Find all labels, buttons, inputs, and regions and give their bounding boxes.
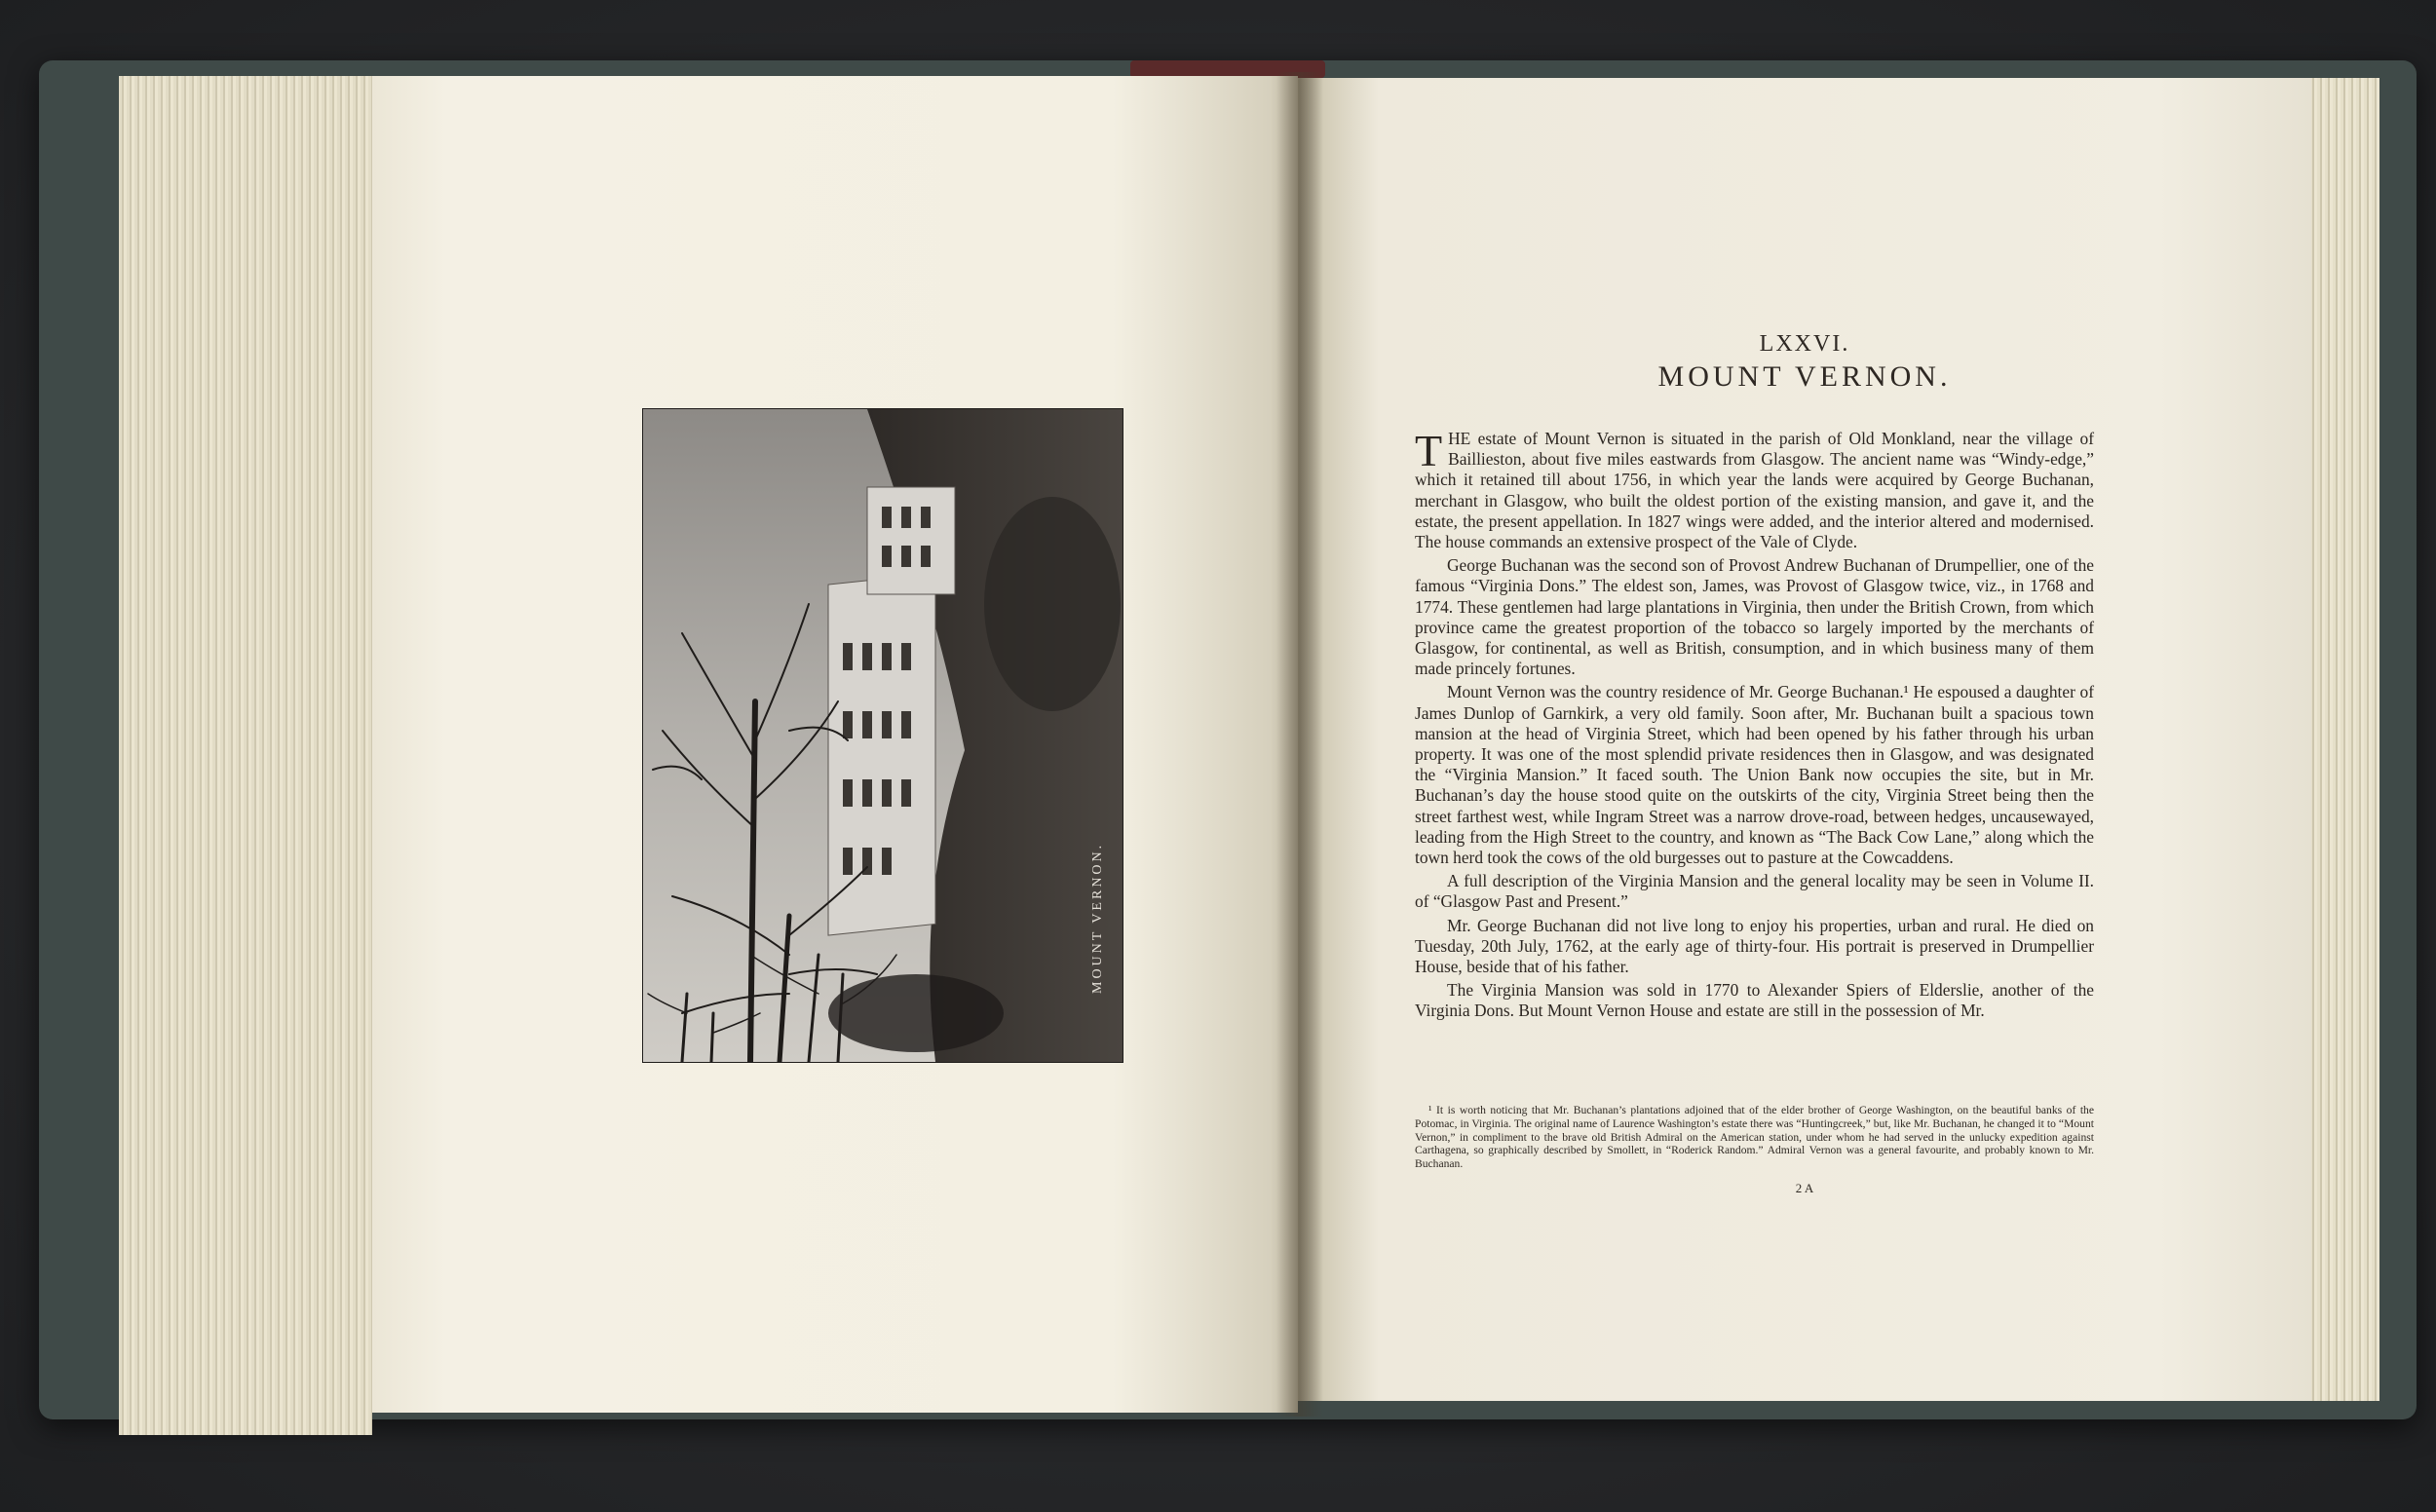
- paragraph: THE estate of Mount Vernon is situated in the parish of Old Monkland, near the village of Baillieston, about five miles eastwards from Glasgow. The ancient name was “Windy-edge,” which it retained till about 1756, in which year the lands were acquired by George Buchanan, merchant in Glasgow, who built the oldest portion of the existing mansion, and gave it, and the estate, the present appellation. In 1827 wings were added, and the interior altered and modernised. The house commands an extensive prospect of the Vale of Clyde.: [1415, 426, 2094, 552]
- book-gutter: [1276, 72, 1323, 1417]
- footnote-text: ¹ It is worth noticing that Mr. Buchanan’s plantations adjoined that of the elder brother of George Washington, on the beautiful banks of the Potomac, in Virginia. The original name of Laurence Washington’s estate there was “Huntingcreek,” but, like Mr. Buchanan, he changed it to “Mount Vernon,” in compliment to the brave old British Admiral on the American station, under whom he had served in the unlucky expedition against Carthagena, so graphically described by Smollett, in “Roderick Random.” Admiral Vernon was a general favourite, and probably known to Mr. Buchanan.: [1415, 1104, 2094, 1171]
- mount-vernon-photograph: [643, 409, 1123, 1062]
- left-page-edges: [119, 76, 372, 1435]
- plate-caption: MOUNT VERNON.: [1090, 842, 1105, 994]
- paragraph: A full description of the Virginia Mansion and the general locality may be seen in Volume II. of “Glasgow Past and Present.”: [1415, 871, 2094, 912]
- paragraph: George Buchanan was the second son of Provost Andrew Buchanan of Drumpellier, one of the famous “Virginia Dons.” The eldest son, James, was Provost of Glasgow twice, viz., in 1768 and 1774. These gentlemen had large plantations in Virginia, then under the British Crown, from which province came the greatest proportion of the tobacco so largely imported by the merchants of Glasgow, for continental, as well as British, consumption, and in which business many of them made princely fortunes.: [1415, 555, 2094, 679]
- footnote: [1415, 1104, 2094, 1171]
- paragraph: Mount Vernon was the country residence of Mr. George Buchanan.¹ He espoused a daughter of James Dunlop of Garnkirk, a very old family. Soon after, Mr. Buchanan built a spacious town mansion at the head of Virginia Street, which had been opened by his father through his urban property. It was one of the most splendid private residences then in Glasgow, and was designated the “Virginia Mansion.” It faced south. The Union Bank now occupies the site, but in Mr. Buchanan’s day the house stood quite on the outskirts of the city, Virginia Street being then the street farthest west, while Ingram Street was a narrow drove-road, between hedges, uncausewayed, leading from the High Street to the country, and known as “The Back Cow Lane,” along which the town herd took the cows of the old burgesses out to pasture at the Cowcaddens.: [1415, 682, 2094, 868]
- drop-cap: T: [1415, 426, 1443, 475]
- chapter-number: LXXVI.: [1759, 331, 1850, 357]
- body-text: [1415, 426, 2094, 1025]
- paragraph: Mr. George Buchanan did not live long to enjoy his properties, urban and rural. He died on Tuesday, 20th July, 1762, at the early age of thirty-four. His portrait is preserved in Drumpellier House, beside that of his father.: [1415, 915, 2094, 977]
- paragraph: The Virginia Mansion was sold in 1770 to Alexander Spiers of Elderslie, another of the Virginia Dons. But Mount Vernon House and estate are still in the possession of Mr.: [1415, 980, 2094, 1021]
- photograph-plate: [643, 409, 1123, 1062]
- chapter-title: MOUNT VERNON.: [1657, 360, 1952, 393]
- right-page-edges: [2309, 78, 2379, 1401]
- signature-mark: 2 A: [1795, 1181, 1814, 1195]
